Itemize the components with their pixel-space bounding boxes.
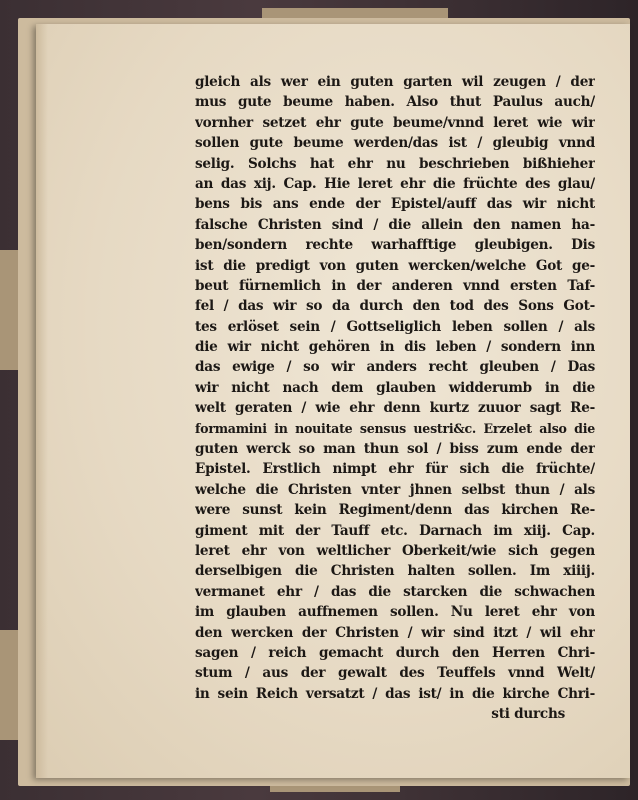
text-line: in sein Reich versatzt / das ist/ in die kirche Chri- [195, 685, 595, 702]
text-line: im glauben auffnemen sollen. Nu leret ehr von [195, 604, 595, 621]
page-gutter-shadow [36, 24, 48, 778]
text-line: were sunst kein Regiment/denn das kirchen Re- [195, 502, 595, 519]
text-line: sagen / reich gemacht durch den Herren Chri- [195, 644, 595, 661]
text-line: vermanet ehr / das die starcken die schwachen [195, 583, 595, 600]
text-line: giment mit der Tauff etc. Darnach im xiij. Cap. [195, 522, 595, 539]
text-line: ben/sondern rechte warhafftige gleubigen. Dis [195, 237, 595, 254]
text-line: welche die Christen vnter jhnen selbst thun / als [195, 481, 595, 498]
text-line: tes erlöset sein / Gottseliglich leben sollen / als [195, 318, 595, 335]
text-line: ist die predigt von guten wercken/welche Got ge- [195, 257, 595, 274]
text-line: mus gute beume haben. Also thut Paulus auch/ [195, 94, 595, 111]
text-line: vornher setzet ehr gute beume/vnnd leret wie wir [195, 114, 595, 131]
text-line: sollen gute beume werden/das ist / gleubig vnnd [195, 135, 595, 152]
text-line: Epistel. Erstlich nimpt ehr für sich die früchte/ [195, 461, 595, 478]
text-line: wir nicht nach dem glauben widderumb in die [195, 379, 595, 396]
text-line: bens bis ans ende der Epistel/auff das wir nicht [195, 196, 595, 213]
text-line: leret ehr von weltlicher Oberkeit/wie sich gegen [195, 542, 595, 559]
text-line: fel / das wir so da durch den tod des Sons Got- [195, 298, 595, 315]
page-text-block [195, 72, 595, 725]
text-line: das ewige / so wir anders recht gleuben / Das [195, 359, 595, 376]
text-line: derselbigen die Christen halten sollen. Im xiiij. [195, 563, 595, 580]
text-line: formamini in nouitate sensus uestri&c. Erzelet also die [195, 420, 595, 436]
text-line: falsche Christen sind / die allein den namen ha- [195, 216, 595, 233]
text-line: gleich als wer ein guten garten wil zeugen / der [195, 74, 595, 90]
text-line-final: sti durchs [491, 706, 565, 723]
text-line: selig. Solchs hat ehr nu beschrieben bißhieher [195, 155, 595, 172]
text-line: stum / aus der gewalt des Teuffels vnnd Welt/ [195, 665, 595, 682]
text-line: welt geraten / wie ehr denn kurtz zuuor sagt Re- [195, 400, 595, 417]
text-line: guten werck so man thun sol / biss zum ende der [195, 441, 595, 458]
text-line: an das xij. Cap. Hie leret ehr die früchte des glau/ [195, 175, 595, 192]
text-line: beut fürnemlich in der anderen vnnd ersten Taf- [195, 277, 595, 294]
text-line: die wir nicht gehören in dis leben / sondern inn [195, 339, 595, 356]
text-line: den wercken der Christen / wir sind itzt / wil ehr [195, 624, 595, 641]
